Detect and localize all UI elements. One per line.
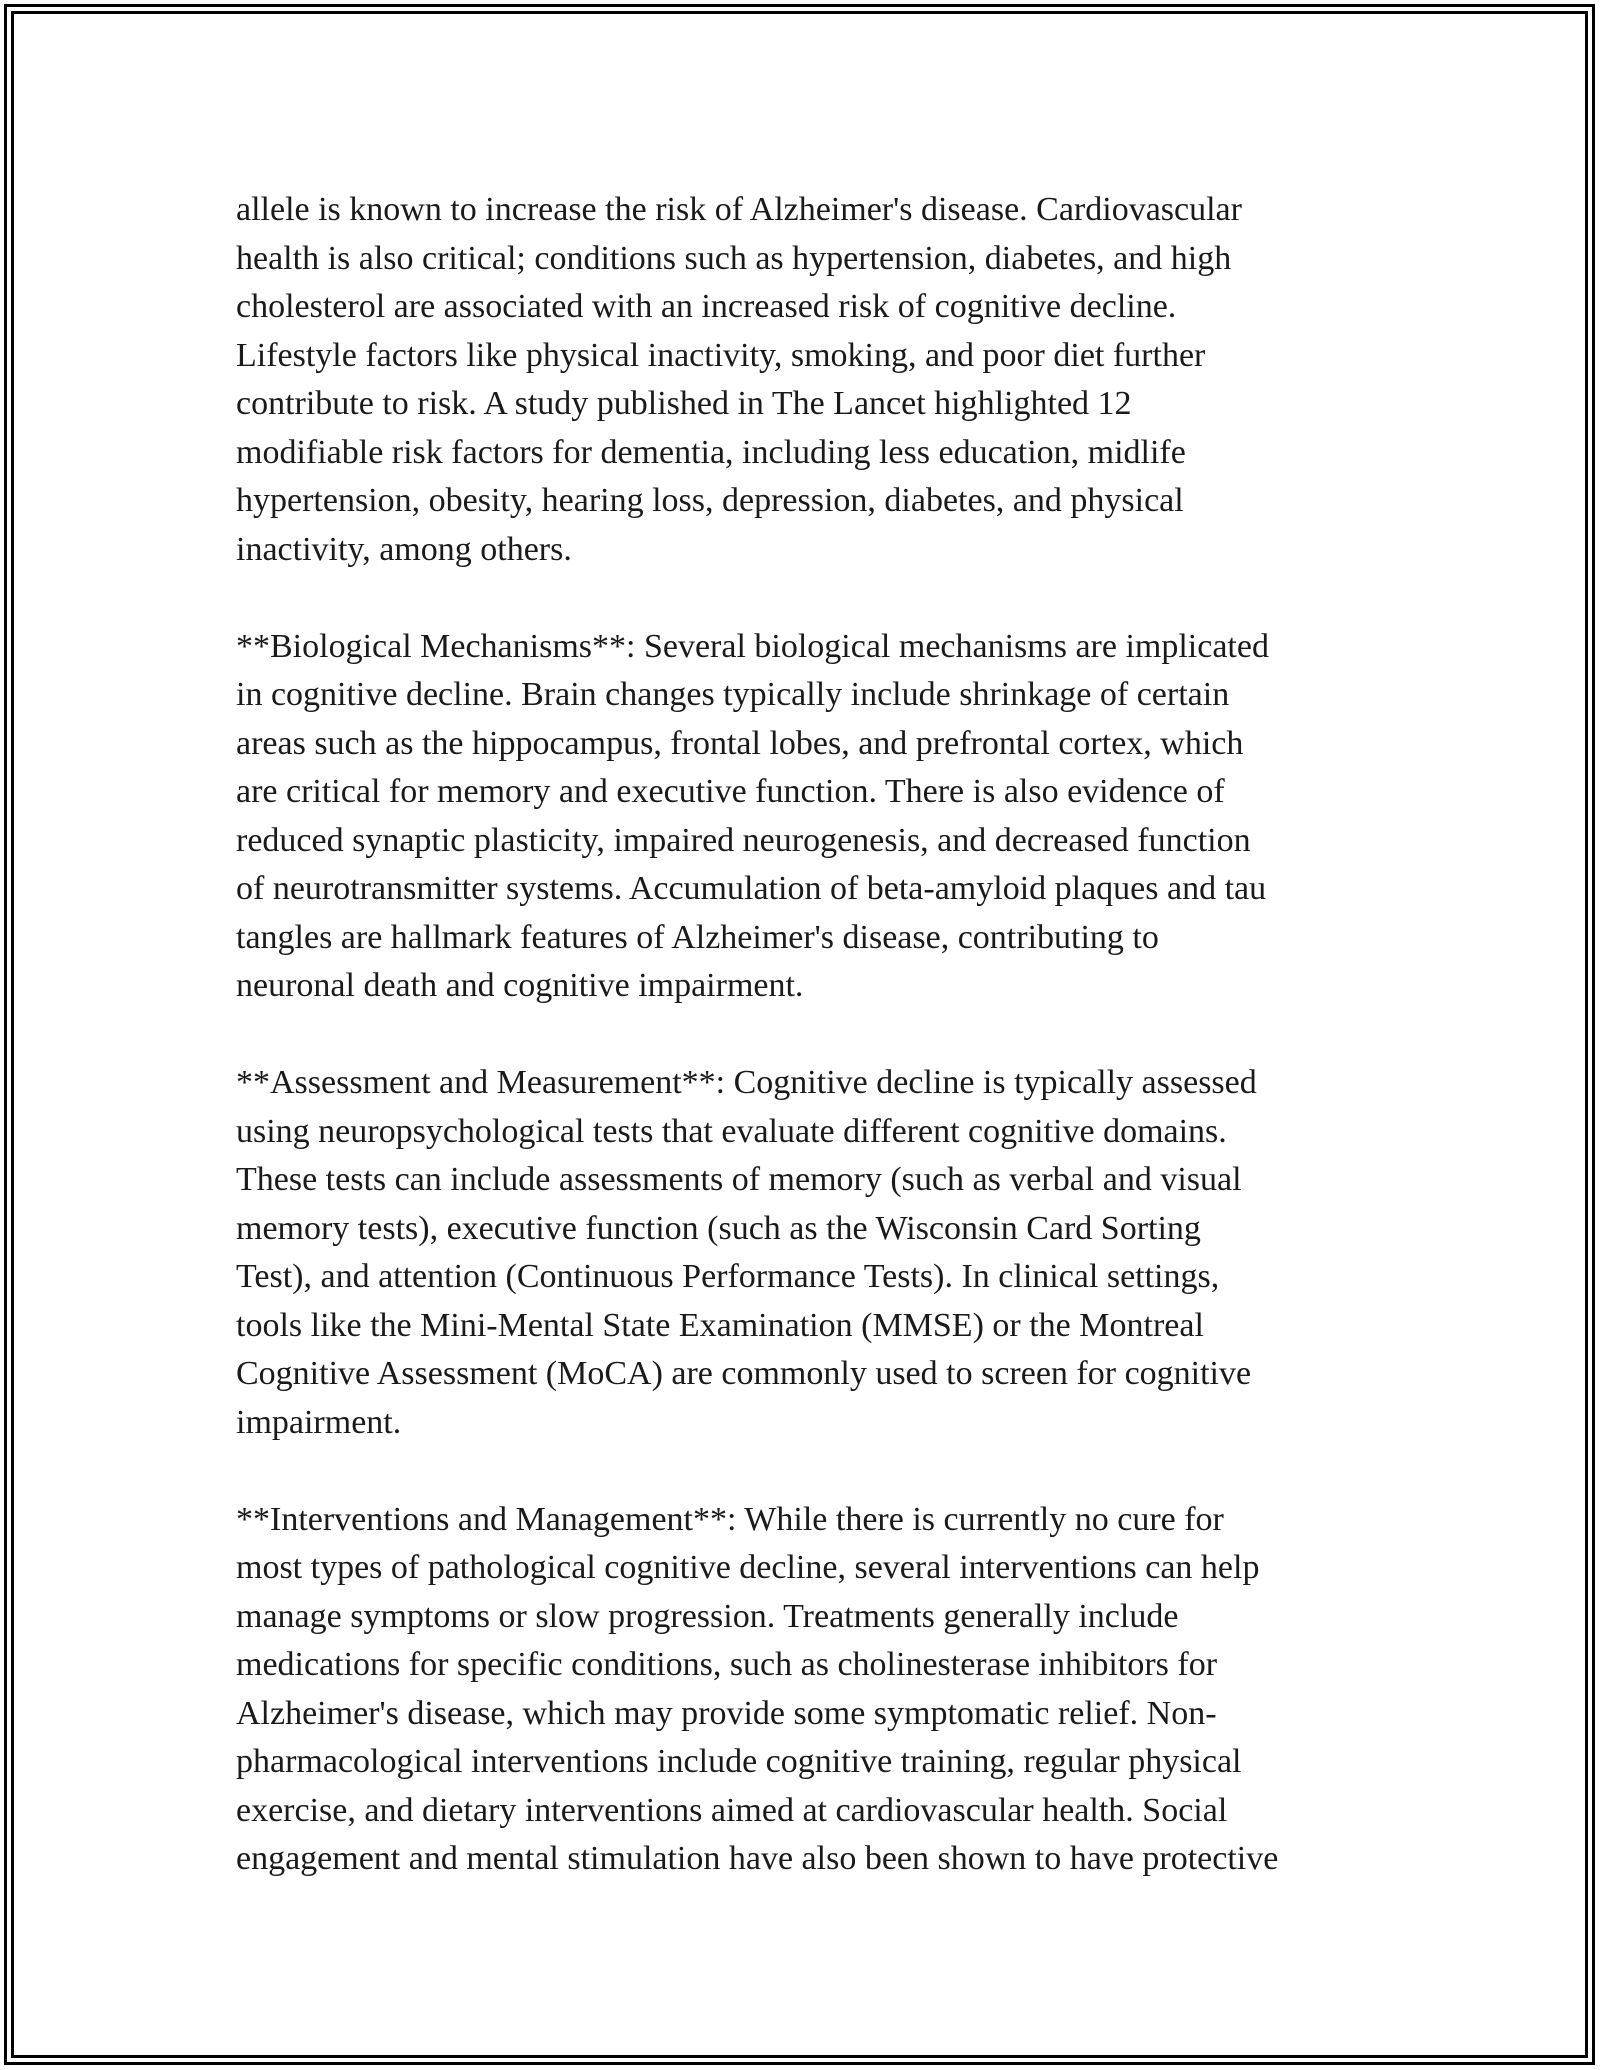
text-line: pharmacological interventions include cognitive training, regular physical — [236, 1743, 1242, 1780]
text-line: are critical for memory and executive function. There is also evidence of — [236, 773, 1225, 810]
paragraph-biological-mechanisms — [236, 623, 1366, 1011]
text-line: health is also critical; conditions such as hypertension, diabetes, and high — [236, 239, 1232, 277]
text-line: most types of pathological cognitive decline, several interventions can help — [236, 1549, 1260, 1586]
paragraph-spacer — [236, 574, 1366, 623]
text-line: using neuropsychological tests that evaluate different cognitive domains. — [236, 1112, 1227, 1150]
text-line: These tests can include assessments of memory (such as verbal and visual — [236, 1161, 1242, 1198]
paragraph-assessment-measurement — [236, 1059, 1366, 1447]
text-line: tangles are hallmark features of Alzheimer's disease, contributing to — [236, 918, 1159, 956]
text-line: modifiable risk factors for dementia, including less education, midlife — [236, 433, 1186, 471]
text-line: **Biological Mechanisms**: Several biological mechanisms are implicated — [236, 627, 1269, 665]
text-line: impairment. — [236, 1403, 402, 1441]
text-line: memory tests), executive function (such as the Wisconsin Card Sorting — [236, 1209, 1201, 1247]
text-line: exercise, and dietary interventions aimed at cardiovascular health. Social — [236, 1791, 1228, 1829]
text-line: areas such as the hippocampus, frontal lobes, and prefrontal cortex, which — [236, 724, 1244, 762]
text-line: Alzheimer's disease, which may provide some symptomatic relief. Non- — [236, 1694, 1217, 1732]
text-line: manage symptoms or slow progression. Treatments generally include — [236, 1597, 1179, 1635]
paragraph-spacer — [236, 1011, 1366, 1060]
text-line: **Assessment and Measurement**: Cognitive decline is typically assessed — [236, 1064, 1257, 1101]
text-line: tools like the Mini-Mental State Examination (MMSE) or the Montreal — [236, 1306, 1204, 1344]
text-line: allele is known to increase the risk of Alzheimer's disease. Cardiovascular — [236, 191, 1242, 228]
text-line: reduced synaptic plasticity, impaired neurogenesis, and decreased function — [236, 821, 1251, 859]
text-line: inactivity, among others. — [236, 530, 572, 568]
text-line: neuronal death and cognitive impairment. — [236, 967, 804, 1004]
text-line: medications for specific conditions, such as cholinesterase inhibitors for — [236, 1646, 1218, 1683]
text-line: Cognitive Assessment (MoCA) are commonly used to screen for cognitive — [236, 1355, 1252, 1392]
text-line: **Interventions and Management**: While there is currently no cure for — [236, 1500, 1224, 1538]
document-body — [236, 186, 1366, 1884]
paragraph-spacer — [236, 1447, 1366, 1496]
text-line: Test), and attention (Continuous Performance Tests). In clinical settings, — [236, 1258, 1220, 1295]
text-line: contribute to risk. A study published in The Lancet highlighted 12 — [236, 385, 1132, 422]
text-line: cholesterol are associated with an increased risk of cognitive decline. — [236, 288, 1177, 325]
text-line: Lifestyle factors like physical inactivity, smoking, and poor diet further — [236, 336, 1206, 374]
text-line: in cognitive decline. Brain changes typically include shrinkage of certain — [236, 676, 1230, 713]
paragraph-risk-factors — [236, 186, 1366, 574]
text-line: hypertension, obesity, hearing loss, depression, diabetes, and physical — [236, 482, 1184, 519]
text-line: engagement and mental stimulation have also been shown to have protective — [236, 1840, 1279, 1877]
paragraph-interventions-management — [236, 1496, 1366, 1884]
text-line: of neurotransmitter systems. Accumulation of beta-amyloid plaques and tau — [236, 870, 1267, 907]
